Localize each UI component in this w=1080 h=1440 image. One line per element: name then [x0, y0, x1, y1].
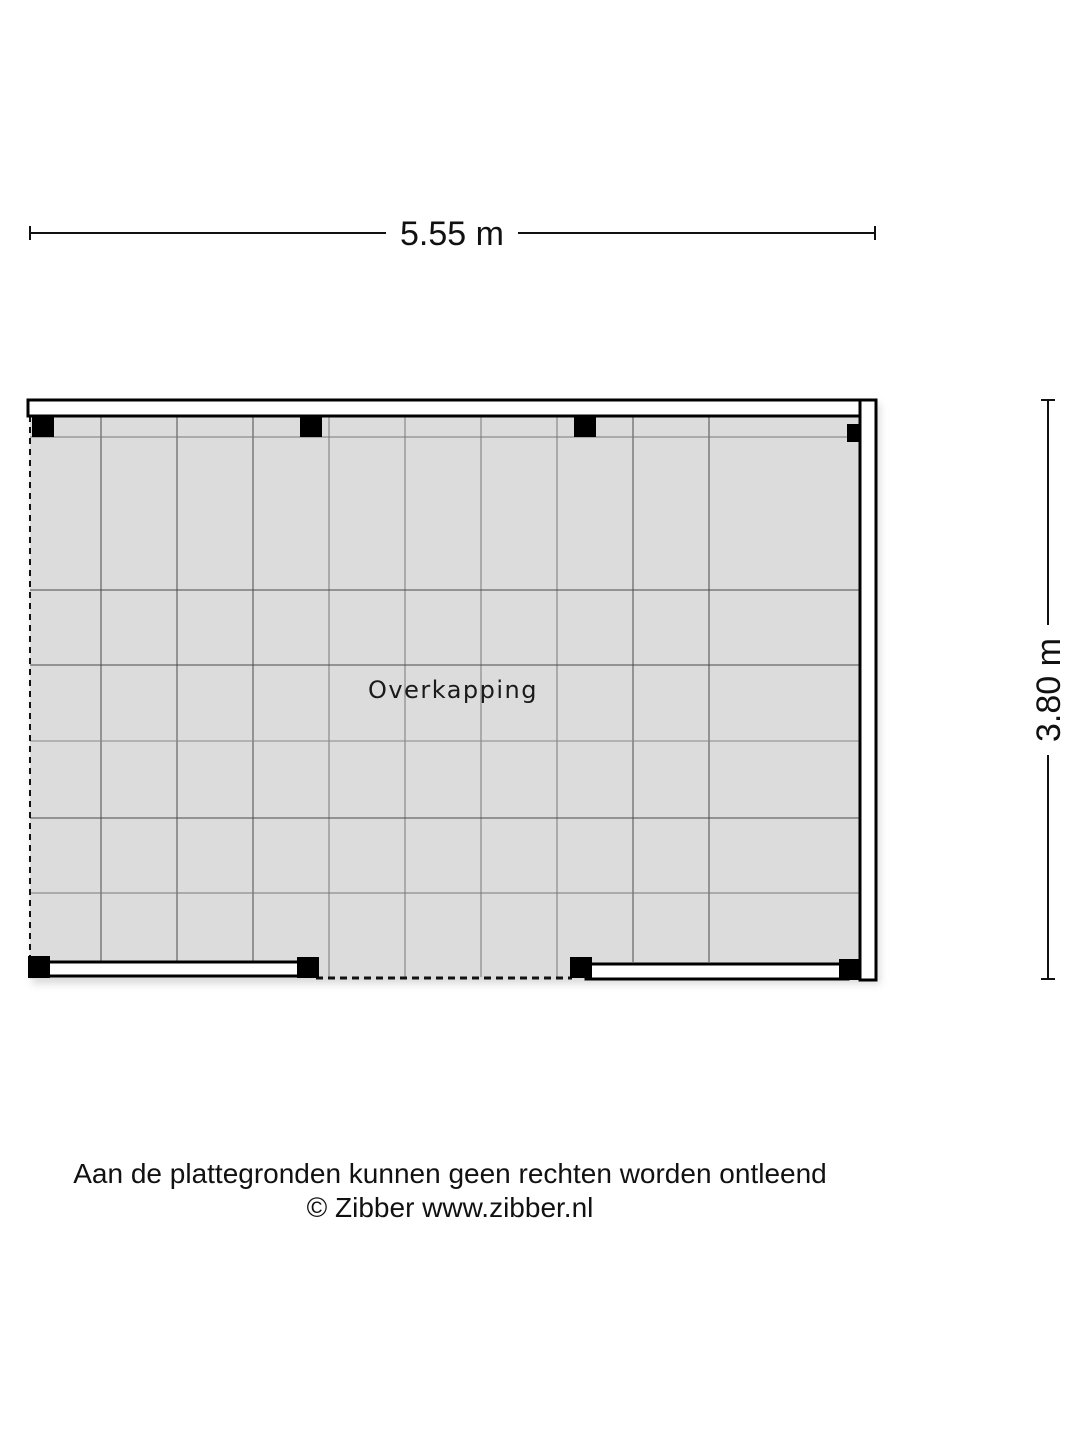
width-dimension-label: 5.55 m: [400, 215, 504, 253]
height-dimension-label: 3.80 m: [1030, 638, 1068, 742]
post: [574, 416, 596, 437]
wall-bottom-left: [44, 962, 302, 976]
wall-top: [28, 400, 876, 416]
post: [297, 957, 319, 978]
post: [570, 957, 592, 978]
wall-right: [860, 400, 876, 980]
post: [300, 416, 322, 437]
room-label-overkapping: Overkapping: [368, 676, 538, 704]
post: [839, 959, 861, 980]
post: [32, 416, 54, 437]
copyright-text: © Zibber www.zibber.nl: [306, 1192, 594, 1223]
width-dimension: [30, 215, 875, 253]
post: [28, 956, 50, 978]
post: [847, 424, 860, 442]
height-dimension: [1030, 400, 1068, 979]
disclaimer-text: Aan de plattegronden kunnen geen rechten worden ontleend: [73, 1158, 827, 1189]
wall-bottom-right: [586, 964, 848, 979]
